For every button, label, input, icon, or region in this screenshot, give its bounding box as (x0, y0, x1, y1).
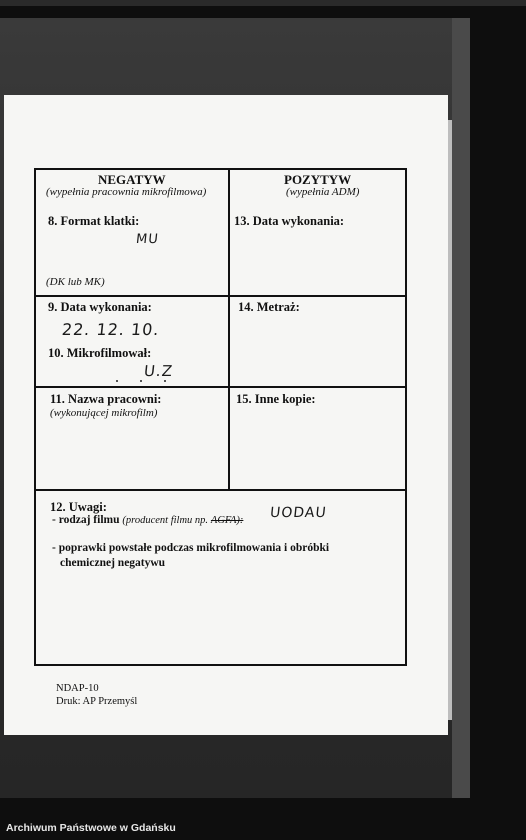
row-divider-3 (36, 489, 405, 491)
field-9-label: 9. Data wykonania: (48, 300, 152, 314)
speck (164, 380, 166, 382)
document-card (4, 95, 448, 735)
film-type-hint-struck: AGFA): (210, 515, 244, 526)
field-8-note: (DK lub MK) (46, 276, 105, 288)
field-12-line-1 (52, 514, 243, 526)
negatyw-subheader: (wypełnia pracownia mikrofilmowa) (46, 186, 207, 198)
field-8-label: 8. Format klatki: (48, 214, 140, 228)
form-code: NDAP-10 (56, 683, 99, 694)
column-divider (228, 170, 230, 489)
film-strip (0, 0, 526, 6)
field-10-label: 10. Mikrofilmował: (48, 346, 152, 360)
row-divider-1 (36, 295, 405, 297)
field-15-label: 15. Inne kopie: (236, 392, 316, 406)
field-14-label: 14. Metraż: (238, 300, 300, 314)
archive-caption: Archiwum Państwowe w Gdańsku (6, 822, 176, 834)
field-9-value: 22. 12. 10. (61, 320, 161, 339)
field-12-line-2: - poprawki powstałe podczas mikrofilmowania i obróbki (52, 542, 330, 554)
scan-edge (452, 18, 470, 798)
field-11-subheader: (wykonującej mikrofilm) (50, 407, 158, 419)
field-12-label: 12. Uwagi: (50, 500, 107, 514)
negatyw-header: NEGATYW (98, 172, 166, 187)
field-13-label: 13. Data wykonania: (234, 214, 345, 228)
form-table (34, 168, 407, 666)
film-type-value: UODAU (269, 505, 328, 521)
speck (116, 380, 118, 382)
row-divider-2 (36, 386, 405, 388)
film-type-label: - rodzaj filmu (52, 514, 120, 526)
field-11-label: 11. Nazwa pracowni: (50, 392, 162, 406)
film-type-hint: (producent filmu np. (122, 515, 209, 526)
print-info: Druk: AP Przemyśl (56, 696, 138, 707)
pozytyw-subheader: (wypełnia ADM) (286, 186, 360, 198)
field-10-value: U.Z (143, 362, 174, 380)
field-12-line-3: chemicznej negatywu (60, 557, 166, 569)
field-8-value: MU (135, 232, 160, 247)
speck (140, 380, 142, 382)
pozytyw-header: POZYTYW (284, 172, 352, 187)
